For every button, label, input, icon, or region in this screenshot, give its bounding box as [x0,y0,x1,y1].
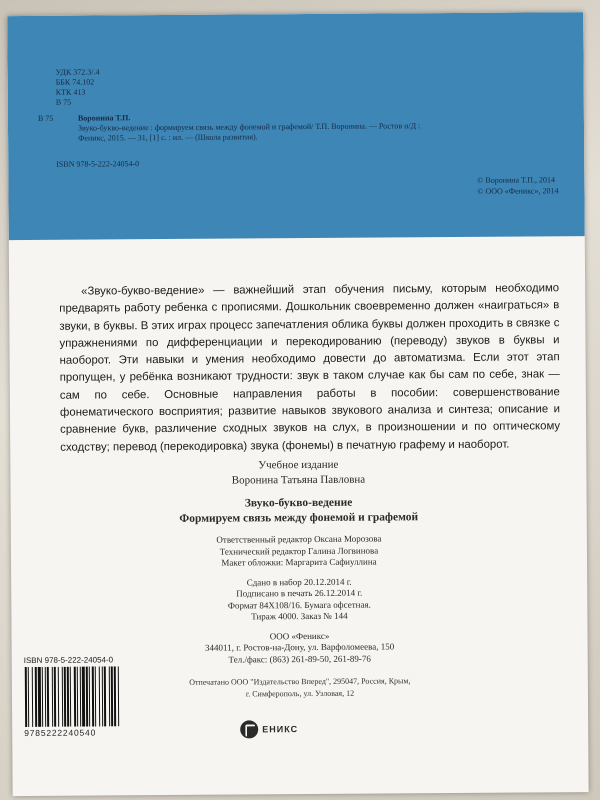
print-date: Подписано в печать 26.12.2014 г. [236,587,363,599]
ktk-code: КТК 413 [55,87,86,97]
responsible-editor: Ответственный редактор Оксана Морозова [216,533,382,545]
catalog-author: Воронина Т.П. [77,113,131,123]
author-full-name: Воронина Татьяна Павловна [231,473,366,487]
author-sign-top: В 75 [55,97,72,107]
cover-layout: Макет обложки: Маргарита Сафиуллина [221,556,377,568]
logo-wordmark: ЕНИКС [262,724,299,735]
printer-line-2: г. Симферополь, ул. Узловая, 12 [245,688,355,699]
imprint-block [10,456,587,667]
annotation-paragraph: «Звуко-букво-ведение» — важнейший этап обучения письму, которым необходимо предварять работу ребенка с прописями. Дошкольник своевременно должен «наиграться» в звуки, в буквы. В этих играх процесс запечатления облика буквы должен проходить в связке с упражнениями по дифференциации и перекодированию (переводу) звуков в буквы и наоборот. Эти навыки и умения необходимо довести до автоматизма. Если этот этап пропущен, у ребёнка возникают трудности: звук в таком случае как бы сам по себе, знак — сам по себе. Основные направления работы в пособии: совершенствование фонематического восприятия; развитие навыков звукового анализа и синтеза; описание и сравнение букв, различение сходных звуков на слух, в произношении и по оптическому сходству; перевод (перекодировка) звука (фонемы) в печатную графему и наоборот. [59,282,561,454]
isbn-barcode [24,655,165,738]
publisher-phone: Тел./факс: (863) 261-89-50, 261-89-76 [228,653,371,665]
technical-editor: Технический редактор Галина Логвинова [219,545,379,557]
typeset-date: Сдано в набор 20.12.2014 г. [246,576,352,587]
publisher-address: 344011, г. Ростов-на-Дону, ул. Варфоломеева, 150 [204,641,395,653]
barcode-isbn-label: ISBN 978-5-222-24054-0 [23,655,114,666]
phoenix-logo-icon [240,720,258,738]
book-back-cover [7,12,588,796]
book-subtitle: Формируем связь между фонемой и графемой [179,511,419,525]
catalog-description-2: Феникс, 2015. — 31, [1] с. : ил. — (Школа развития). [78,132,258,143]
copyright-block [477,174,558,197]
copyright-author: © Воронина Т.П., 2014 [477,175,555,185]
barcode-digits: 9785222240540 [24,727,97,739]
edition-type: Учебное издание [258,458,339,472]
barcode-bars [24,666,162,727]
udk-code: УДК 372.3/.4 [55,67,100,77]
publisher-logo [240,720,298,738]
bbk-code: ББК 74.102 [55,77,95,87]
publisher-name: ООО «Феникс» [269,630,330,641]
copyright-publisher: © ООО «Феникс», 2014 [477,186,559,196]
author-sign-left: В 75 [37,113,54,123]
catalog-record [7,12,585,240]
paper-format: Формат 84Х108/16. Бумага офсетная. [227,599,371,611]
print-run: Тираж 4000. Заказ № 144 [251,610,348,622]
catalog-description-1: Звуко-букво-ведение : формируем связь между фонемой и графемой/ Т.П. Воронина. — Ростов н/Д : [77,121,421,133]
book-title: Звуко-букво-ведение [244,496,353,510]
catalog-isbn: ISBN 978-5-222-24054-0 [56,159,140,169]
printer-line-1: Отпечатано ООО "Издательство Вперед", 295047, Россия, Крым, [189,676,411,687]
